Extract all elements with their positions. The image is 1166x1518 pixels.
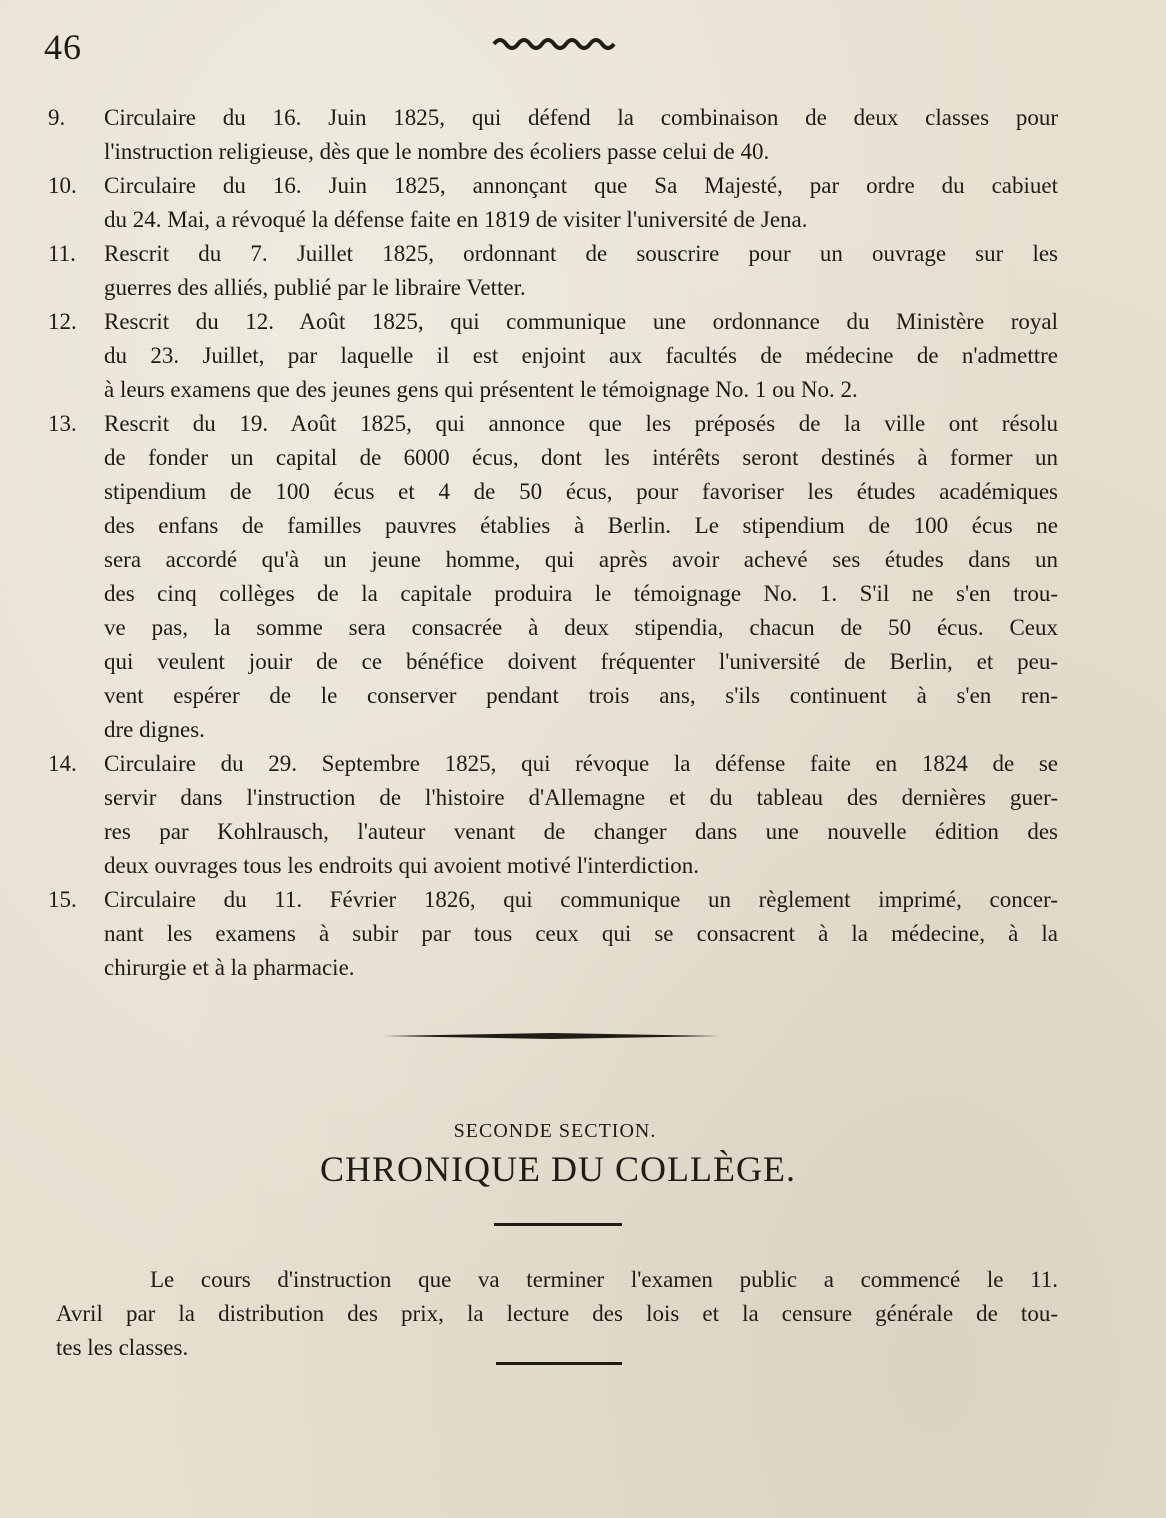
page-number: 46 — [44, 27, 82, 67]
decree-number: 12. — [48, 309, 77, 334]
decree-text-line: Rescrit du 19. Août 1825, qui annonce que les préposés de la ville ont résolu — [104, 411, 1058, 436]
decree-text-line: guerres des alliés, publié par le libraire Vetter. — [104, 275, 526, 300]
decree-text-line: vent espérer de le conserver pendant trois ans, s'ils continuent à s'en ren- — [104, 683, 1058, 708]
decree-number: 15. — [48, 887, 77, 912]
header-ornament-icon — [492, 34, 616, 50]
decree-text-line: deux ouvrages tous les endroits qui avoient motivé l'interdiction. — [104, 853, 700, 878]
decree-text-line: Circulaire du 16. Juin 1825, qui défend la combinaison de deux classes pour — [104, 105, 1058, 130]
paragraph-line: tes les classes. — [56, 1335, 189, 1360]
decree-text-line: du 24. Mai, a révoqué la défense faite en 1819 de visiter l'université de Jena. — [104, 207, 808, 232]
decree-text-line: Circulaire du 29. Septembre 1825, qui révoque la défense faite en 1824 de se — [104, 751, 1058, 776]
decree-number: 14. — [48, 751, 77, 776]
paragraph-line: Le cours d'instruction que va terminer l'examen public a commencé le 11. — [150, 1267, 1058, 1292]
decree-text-line: sera accordé qu'à un jeune homme, qui après avoir achevé ses études dans un — [104, 547, 1058, 572]
decree-text-line: Circulaire du 11. Février 1826, qui communique un règlement imprimé, concer- — [104, 887, 1058, 912]
decree-text-line: à leurs examens que des jeunes gens qui présentent le témoignage No. 1 ou No. 2. — [104, 377, 858, 402]
decree-number: 13. — [48, 411, 77, 436]
decree-text-line: chirurgie et à la pharmacie. — [104, 955, 355, 980]
decree-number: 11. — [48, 241, 76, 266]
decree-text-line: qui veulent jouir de ce bénéfice doivent fréquenter l'université de Berlin, et peu- — [104, 649, 1058, 674]
decree-text-line: des cinq collèges de la capitale produira le témoignage No. 1. S'il ne s'en trou- — [104, 581, 1058, 606]
decree-text-line: du 23. Juillet, par laquelle il est enjoint aux facultés de médecine de n'admettre — [104, 343, 1058, 368]
section-title: CHRONIQUE DU COLLÈGE. — [320, 1149, 796, 1189]
decree-number: 10. — [48, 173, 77, 198]
decree-text-line: Circulaire du 16. Juin 1825, annonçant que Sa Majesté, par ordre du cabiuet — [104, 173, 1058, 198]
decree-text-line: l'instruction religieuse, dès que le nombre des écoliers passe celui de 40. — [104, 139, 770, 164]
decree-text-line: des enfans de familles pauvres établies à Berlin. Le stipendium de 100 écus ne — [104, 513, 1058, 538]
title-rule — [494, 1223, 622, 1226]
decree-text-line: servir dans l'instruction de l'histoire d'Allemagne et du tableau des dernières guer- — [104, 785, 1058, 810]
decree-text-line: ve pas, la somme sera consacrée à deux stipendia, chacun de 50 écus. Ceux — [104, 615, 1058, 640]
decree-number: 9. — [48, 105, 66, 130]
section-label: SECONDE SECTION. — [453, 1120, 657, 1142]
decree-text-line: de fonder un capital de 6000 écus, dont les intérêts seront destinés à former un — [104, 445, 1058, 470]
decree-text-line: Rescrit du 7. Juillet 1825, ordonnant de souscrire pour un ouvrage sur les — [104, 241, 1058, 266]
decree-text-line: dre dignes. — [104, 717, 205, 742]
decree-text-line: Rescrit du 12. Août 1825, qui communique une ordonnance du Ministère royal — [104, 309, 1058, 334]
decree-text-line: stipendium de 100 écus et 4 de 50 écus, pour favoriser les études académiques — [104, 479, 1058, 504]
end-rule — [496, 1362, 622, 1365]
section-divider — [384, 1033, 720, 1039]
paragraph-line: Avril par la distribution des prix, la lecture des lois et la censure générale de tou- — [56, 1301, 1058, 1326]
decree-text-line: res par Kohlrausch, l'auteur venant de changer dans une nouvelle édition des — [104, 819, 1058, 844]
decree-text-line: nant les examens à subir par tous ceux qui se consacrent à la médecine, à la — [104, 921, 1058, 946]
